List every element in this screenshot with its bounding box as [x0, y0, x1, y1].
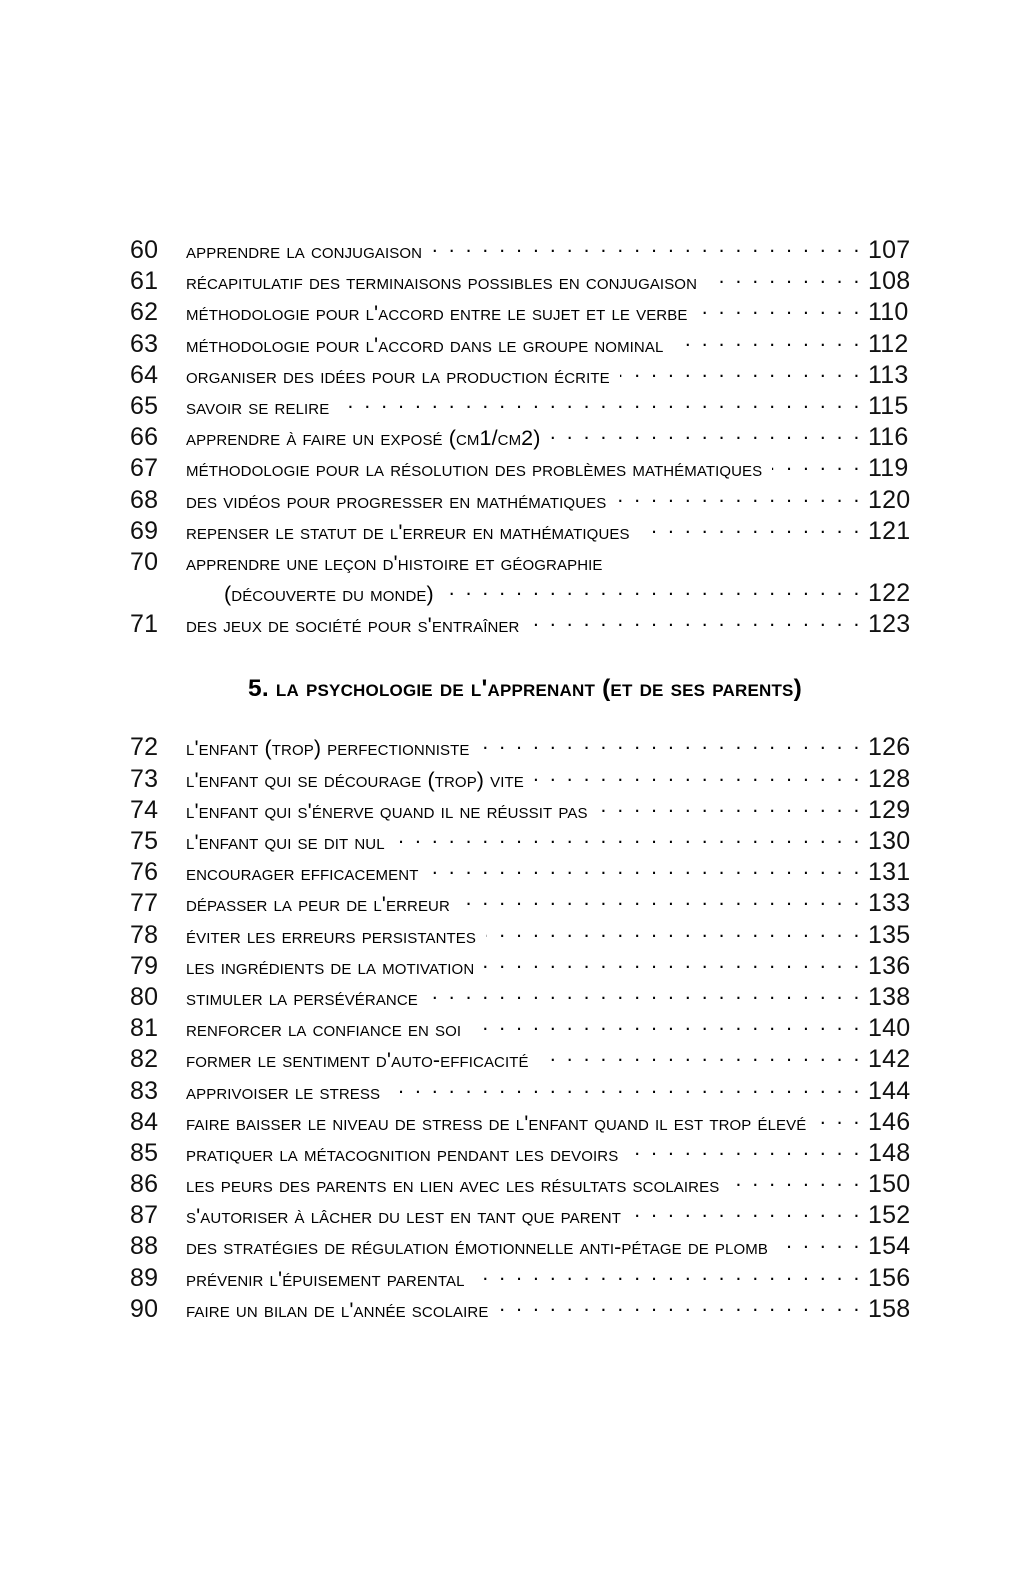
- toc-entry-number: 77: [130, 889, 159, 918]
- toc-entry[interactable]: [130, 1045, 930, 1076]
- toc-entry-number: 73: [130, 764, 159, 793]
- toc-entry-page: 158: [868, 1294, 911, 1323]
- toc-entry[interactable]: [130, 1264, 930, 1295]
- toc-dot-leader: [498, 1301, 862, 1317]
- toc-entry-title: les peurs des parents en lien avec les résultats scolaires: [186, 1173, 720, 1198]
- toc-entry[interactable]: [130, 517, 930, 548]
- toc-entry-page: 146: [868, 1107, 911, 1136]
- toc-entry[interactable]: [130, 267, 930, 298]
- toc-entry-title: l'enfant qui s'énerve quand il ne réussit pas: [186, 798, 588, 823]
- toc-dot-leader: [390, 1083, 862, 1099]
- toc-entry-number: 68: [130, 485, 159, 514]
- toc-entry-title: s'autoriser à lâcher du lest en tant que parent: [186, 1204, 621, 1229]
- toc-entry-page: 120: [868, 485, 911, 514]
- toc-entry-title: (découverte du monde): [224, 582, 434, 607]
- toc-entry[interactable]: [130, 889, 930, 920]
- toc-entry[interactable]: [130, 1170, 930, 1201]
- toc-dot-leader: [432, 242, 862, 258]
- toc-entry[interactable]: [130, 1232, 930, 1263]
- toc-entry-title: des vidéos pour progresser en mathématiques: [186, 488, 607, 513]
- toc-entry-page: 123: [868, 610, 911, 639]
- toc-entry-page: 108: [868, 267, 911, 296]
- toc-entry-page: 136: [868, 951, 911, 980]
- toc-entry[interactable]: [130, 1077, 930, 1108]
- toc-dot-leader: [640, 523, 862, 539]
- toc-entry-page: 138: [868, 982, 911, 1011]
- toc-entry[interactable]: [130, 1295, 930, 1326]
- toc-entry-title: renforcer la confiance en soi: [186, 1017, 462, 1042]
- toc-dot-leader: [460, 895, 862, 911]
- toc-entry-number: 88: [130, 1232, 159, 1261]
- toc-entry-page: 148: [868, 1138, 911, 1167]
- toc-entry-page: 129: [868, 795, 911, 824]
- toc-entry-number: 70: [130, 547, 159, 576]
- toc-entry-number: 76: [130, 858, 159, 887]
- toc-entry-page: 131: [868, 858, 911, 887]
- toc-entry[interactable]: [130, 1139, 930, 1170]
- toc-section-number: 5.: [248, 675, 276, 703]
- toc-entry[interactable]: [130, 298, 930, 329]
- toc-entry-page: 156: [868, 1263, 911, 1292]
- toc-dot-leader: [697, 304, 862, 320]
- toc-entry-number: 74: [130, 795, 159, 824]
- toc-entry-number: 63: [130, 329, 159, 358]
- toc-entry-title: apprendre la conjugaison: [186, 239, 423, 263]
- toc-entry-page: 116: [868, 423, 909, 452]
- toc-entry-number: 75: [130, 827, 159, 855]
- toc-entry[interactable]: [130, 548, 930, 579]
- toc-entry-number: 84: [130, 1107, 159, 1136]
- toc-dot-leader: [486, 927, 862, 943]
- toc-entry-title: apprendre une leçon d'histoire et géographie: [186, 550, 603, 575]
- toc-entry-title: dépasser la peur de l'erreur: [186, 892, 450, 917]
- toc-entry-page: 128: [868, 764, 911, 793]
- toc-dot-leader: [707, 273, 862, 289]
- toc-entry-page: 126: [868, 733, 911, 762]
- toc-dot-leader: [673, 336, 862, 352]
- toc-entry-title: récapitulatif des terminaisons possibles en conjugaison: [186, 270, 698, 295]
- toc-entry-number: 81: [130, 1014, 159, 1043]
- toc-entry-title: méthodologie pour l'accord entre le sujet et le verbe: [186, 301, 688, 326]
- toc-entry[interactable]: [130, 1014, 930, 1045]
- toc-entry[interactable]: [130, 236, 930, 267]
- toc-dot-leader: [428, 864, 862, 880]
- toc-section-heading: [130, 675, 930, 703]
- toc-entry-title: apprivoiser le stress: [186, 1079, 381, 1104]
- toc-entry-number: 62: [130, 298, 159, 327]
- toc-dot-leader: [480, 739, 863, 755]
- toc-entry-title: éviter les erreurs persistantes: [186, 923, 476, 948]
- toc-entry-number: 65: [130, 391, 159, 420]
- toc-entry-number: 90: [130, 1294, 159, 1323]
- toc-entry-page: 122: [868, 579, 911, 608]
- toc-dot-leader: [631, 1207, 862, 1223]
- toc-entry-number: 78: [130, 920, 159, 949]
- toc-entry-number: 72: [130, 733, 159, 762]
- toc-entry[interactable]: [130, 579, 930, 610]
- toc-dot-leader: [484, 958, 862, 974]
- toc-entry-title: stimuler la persévérance: [186, 985, 418, 1010]
- toc-entry-number: 71: [130, 610, 159, 639]
- toc-entry[interactable]: [130, 330, 930, 361]
- toc-entry-page: 135: [868, 920, 911, 949]
- toc-entry-number: 85: [130, 1138, 159, 1167]
- toc-entry-title: former le sentiment d'auto-efficacité: [186, 1048, 529, 1073]
- toc-entry-title: des jeux de société pour s'entraîner: [186, 613, 520, 638]
- toc-entry-number: 69: [130, 516, 159, 545]
- toc-dot-leader: [529, 616, 862, 632]
- toc-entry-page: 133: [868, 889, 911, 918]
- toc-entry-number: 82: [130, 1045, 159, 1074]
- toc-dot-leader: [729, 1176, 862, 1192]
- toc-entry-number: 87: [130, 1201, 159, 1230]
- toc-dot-leader: [339, 398, 862, 414]
- toc-entry-page: 154: [868, 1232, 911, 1261]
- toc-entry-title: méthodologie pour la résolution des problèmes mathématiques: [186, 457, 763, 482]
- toc-entry-number: 86: [130, 1170, 159, 1199]
- toc-entry-page: 150: [868, 1170, 911, 1199]
- toc-entry-title: faire baisser le niveau de stress de l'enfant quand il est trop élevé: [186, 1110, 807, 1135]
- toc-entry-title: pratiquer la métacognition pendant les devoirs: [186, 1141, 619, 1166]
- toc-entry-page: 140: [868, 1014, 911, 1043]
- toc-entry[interactable]: [130, 610, 930, 641]
- toc-entry[interactable]: [130, 983, 930, 1014]
- toc-entry-page: 130: [868, 827, 911, 855]
- toc-entry-page: 113: [868, 360, 909, 389]
- toc-entry[interactable]: [130, 361, 930, 392]
- toc-entry-title: des stratégies de régulation émotionnelle anti-pétage de plomb: [186, 1235, 768, 1260]
- toc-entry-number: 80: [130, 982, 159, 1011]
- toc-section-title: la psychologie de l'apprenant (et de ses parents): [275, 675, 802, 703]
- toc-entry-title: repenser le statut de l'erreur en mathématiques: [186, 519, 630, 544]
- toc-dot-leader: [551, 429, 863, 445]
- toc-entry-page: 152: [868, 1201, 911, 1230]
- toc-entry[interactable]: [130, 952, 930, 983]
- toc-entry-title: savoir se relire: [186, 394, 330, 419]
- toc-entry-number: 83: [130, 1076, 159, 1105]
- toc-entry-number: 60: [130, 236, 159, 264]
- toc-entry[interactable]: [130, 858, 930, 889]
- toc-entry-page: 144: [868, 1076, 911, 1105]
- toc-entry-page: 112: [868, 329, 909, 358]
- toc-dot-leader: [616, 492, 862, 508]
- toc-entry-number: 67: [130, 454, 159, 483]
- toc-entry-number: 61: [130, 267, 159, 296]
- toc-list: [130, 236, 930, 1326]
- toc-entry-title: l'enfant (trop) perfectionniste: [186, 736, 470, 761]
- toc-entry[interactable]: [130, 921, 930, 952]
- toc-entry-page: 121: [868, 516, 911, 545]
- toc-entry-number: 79: [130, 951, 159, 980]
- toc-dot-leader: [428, 989, 862, 1005]
- toc-dot-leader: [534, 771, 862, 787]
- toc-entry-title: l'enfant qui se dit nul: [186, 830, 385, 854]
- toc-entry-title: prévenir l'épuisement parental: [186, 1266, 465, 1291]
- toc-entry-title: organiser des idées pour la production écrite: [186, 363, 610, 388]
- toc-entry[interactable]: [130, 1108, 930, 1139]
- toc-dot-leader: [598, 802, 862, 818]
- toc-dot-leader: [539, 1051, 862, 1067]
- toc-entry-number: 64: [130, 360, 159, 389]
- toc-entry[interactable]: [130, 796, 930, 827]
- toc-dot-leader: [620, 367, 862, 383]
- toc-dot-leader: [471, 1020, 862, 1036]
- toc-entry-title: encourager efficacement: [186, 861, 419, 886]
- toc-entry-title: méthodologie pour l'accord dans le groupe nominal: [186, 332, 664, 357]
- toc-dot-leader: [395, 833, 862, 849]
- toc-dot-leader: [475, 1270, 862, 1286]
- toc-entry-page: 115: [868, 391, 909, 420]
- toc-entry[interactable]: [130, 423, 930, 454]
- toc-entry[interactable]: [130, 454, 930, 485]
- toc-entry[interactable]: [130, 1201, 930, 1232]
- toc-entry-title: apprendre à faire un exposé (cm1/cm2): [186, 426, 541, 451]
- toc-dot-leader: [778, 1238, 862, 1254]
- toc-entry-number: 66: [130, 423, 159, 452]
- toc-entry-page: 110: [868, 298, 909, 327]
- toc-entry-number: 89: [130, 1263, 159, 1292]
- toc-dot-leader: [772, 460, 862, 476]
- toc-entry[interactable]: [130, 827, 930, 858]
- toc-entry[interactable]: [130, 486, 930, 517]
- toc-dot-leader: [628, 1145, 862, 1161]
- toc-entry[interactable]: [130, 765, 930, 796]
- toc-dot-leader: [816, 1114, 862, 1130]
- toc-dot-leader: [444, 585, 862, 601]
- toc-entry-title: faire un bilan de l'année scolaire: [186, 1297, 489, 1322]
- toc-entry-page: 107: [868, 236, 911, 264]
- toc-entry-title: les ingrédients de la motivation: [186, 954, 475, 979]
- toc-entry[interactable]: [130, 392, 930, 423]
- toc-entry-title: l'enfant qui se décourage (trop) vite: [186, 767, 524, 792]
- toc-entry[interactable]: [130, 733, 930, 764]
- toc-entry-page: 119: [868, 454, 909, 483]
- toc-entry-page: 142: [868, 1045, 911, 1074]
